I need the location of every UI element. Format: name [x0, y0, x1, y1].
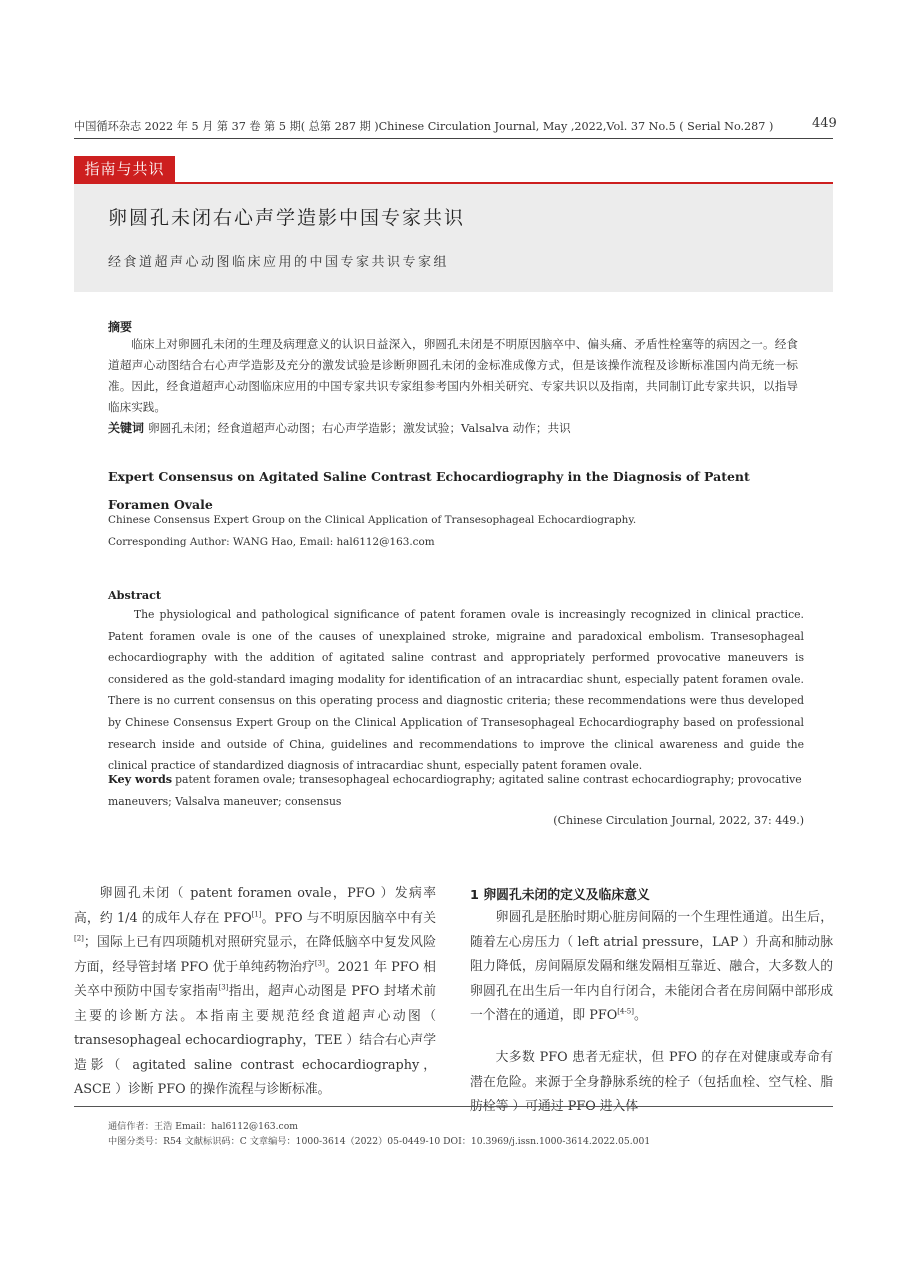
- header-rule: [74, 138, 833, 139]
- citation: (Chinese Circulation Journal, 2022, 37: 449.): [553, 814, 804, 827]
- reference-mark: [3]: [218, 983, 229, 992]
- abstract-en-label: Abstract: [108, 588, 162, 602]
- title-box: [74, 184, 833, 292]
- body-paragraph-right-1: [470, 906, 833, 1029]
- body-text: 。PFO 与不明原因脑卒中有关: [261, 910, 436, 926]
- keywords-zh-text: 卵圆孔未闭；经食道超声心动图；右心声学造影；激发试验；Valsalva 动作；共识: [148, 421, 571, 435]
- article-title-en: Expert Consensus on Agitated Saline Contrast Echocardiography in the Diagnosis of Patent Foramen Ovale: [108, 469, 750, 512]
- body-text: ；国际上已有四项随机对照研究显示，在降低脑卒中复发风险方面，经导管封堵 PFO 优于单纯药物治疗: [74, 935, 436, 975]
- section-heading: 1 卵圆孔未闭的定义及临床意义: [470, 888, 650, 903]
- keywords-zh-label: 关键词: [108, 421, 145, 435]
- author-group-en: Chinese Consensus Expert Group on the Clinical Application of Transesophageal Echocardiography.: [108, 514, 637, 526]
- body-paragraph-left: [74, 882, 436, 1103]
- running-head: 中国循环杂志 2022 年 5 月 第 37 卷 第 5 期( 总第 287 期 )Chinese Circulation Journal, May ,2022,Vol. 37 No.5 ( Serial No.287 ): [74, 120, 774, 133]
- section-tag: 指南与共识: [74, 156, 175, 182]
- reference-mark: [2]: [74, 934, 84, 943]
- body-text: 。: [633, 1008, 647, 1023]
- footnote-corresponding: 通信作者：王浩 Email：hal6112@163.com: [108, 1121, 298, 1132]
- keywords-en-text: patent foramen ovale; transesophageal echocardiography; agitated saline contrast echocardiography; provocative maneuvers; Valsalva maneuver; consensus: [108, 773, 802, 808]
- body-text: 卵圆孔未闭（ patent foramen ovale，PFO ）发病率高，约 1/4 的成年人存在 PFO: [74, 886, 436, 926]
- keywords-en-label: Key words: [108, 772, 173, 786]
- corresponding-author-en: Corresponding Author: WANG Hao, Email: hal6112@163.com: [108, 536, 435, 548]
- body-paragraph-right-2: 大多数 PFO 患者无症状，但 PFO 的存在对健康或寿命有潜在危险。来源于全身静脉系统的栓子（包括血栓、空气栓、脂肪栓等 ）可通过 PFO 进入体: [470, 1050, 833, 1114]
- article-title-zh: 卵圆孔未闭右心声学造影中国专家共识: [108, 207, 466, 229]
- body-text: 指出，超声心动图是 PFO 封堵术前主要的诊断方法。本指南主要规范经食道超声心动图（ transesophageal echocardiography，TEE ）结合右心声学造影（ agitated saline contrast echocardiography，ASCE ）诊断 PFO 的操作流程与诊断标准。: [74, 984, 437, 1097]
- reference-mark: [3]: [314, 959, 325, 968]
- keywords-zh: [108, 419, 808, 436]
- abstract-zh-text: 临床上对卵圆孔未闭的生理及病理意义的认识日益深入，卵圆孔未闭是不明原因脑卒中、偏头痛、矛盾性栓塞等的病因之一。经食道超声心动图结合右心声学造影及充分的激发试验是诊断卵圆孔未闭的金标准成像方式，但是该操作流程及诊断标准国内尚无统一标准。因此，经食道超声心动图临床应用的中国专家共识专家组参考国内外相关研究、专家共识以及指南，共同制订此专家共识，以指导临床实践。: [108, 337, 798, 414]
- reference-mark: [4-5]: [617, 1007, 634, 1016]
- body-text: 。2021 年 PFO 相关卒中预防中国专家指南: [74, 959, 436, 999]
- body-text: 卵圆孔是胚胎时期心脏房间隔的一个生理性通道。出生后，随着左心房压力（ left atrial pressure，LAP ）升高和肺动脉阻力降低，房间隔原发隔和继发隔相互靠近、融合，大多数人的卵圆孔在出生后一年内自行闭合，未能闭合者在房间隔中部形成一个潜在的通道，即 PFO: [470, 910, 833, 1023]
- footnote-rule: [74, 1106, 833, 1107]
- author-group-zh: 经食道超声心动图临床应用的中国专家共识专家组: [108, 255, 450, 270]
- page-number: 449: [812, 116, 837, 131]
- abstract-en-text: The physiological and pathological significance of patent foramen ovale is increasingly recognized in clinical practice. Patent foramen ovale is one of the causes of unexplained stroke, migraine and paradoxical embolism. Transesophageal echocardiography with the addition of agitated saline contrast and appropriately performed provocative maneuvers is considered as the gold-standard imaging modality for identification of an intracardiac shunt, especially patent foramen ovale. There is no current consensus on this operating process and diagnostic criteria; these recommendations were thus developed by Chinese Consensus Expert Group on the Clinical Application of Transesophageal Echocardiography based on professional research inside and outside of China, guidelines and recommendations to improve the clinical awareness and guide the clinical practice of standardized diagnosis of intracardiac shunt, especially patent foramen ovale.: [108, 608, 804, 773]
- reference-mark: [1]: [251, 910, 262, 919]
- footnote-classification: 中图分类号：R54 文献标识码：C 文章编号：1000-3614（2022）05-0449-10 DOI：10.3969/j.issn.1000-3614.2022.05.001: [108, 1136, 651, 1147]
- keywords-en: [108, 769, 804, 812]
- abstract-zh-label: 摘要: [108, 320, 133, 334]
